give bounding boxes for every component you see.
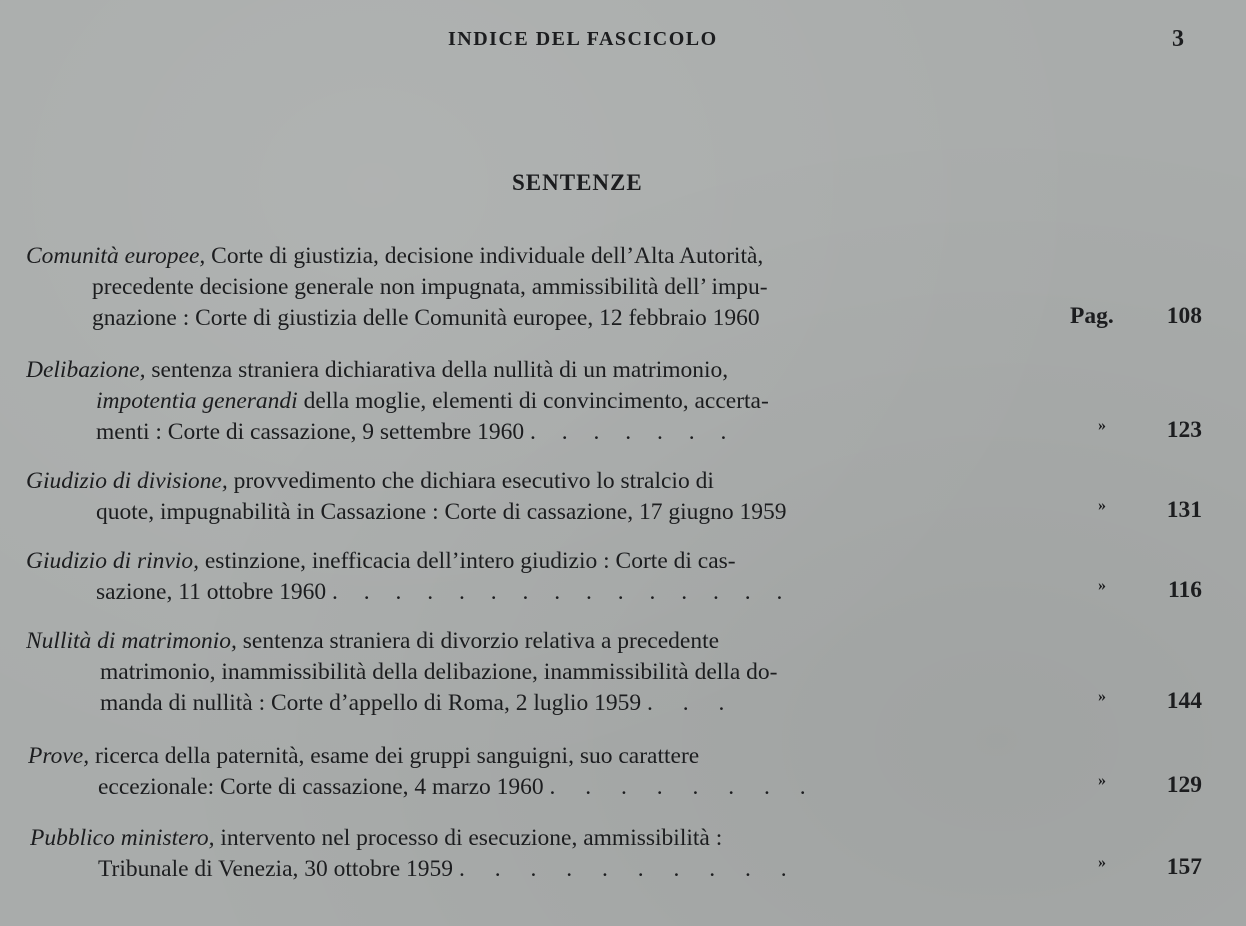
page-number-ref: 123 [1166, 417, 1202, 443]
page-number-ref: 144 [1166, 688, 1202, 714]
entry-line [26, 417, 1038, 448]
entry-text [26, 241, 1038, 334]
entry-line-text: sazione, 11 ottobre 1960 [96, 579, 327, 605]
entry-text [28, 741, 1040, 803]
ditto-mark: » [1098, 577, 1106, 594]
entry-line [26, 688, 1044, 719]
dot-leader: . . . . . . . . [549, 774, 818, 800]
entry-line-text: sentenza straniera dichiarativa della nullità di un matrimonio, [145, 357, 729, 383]
page-number-ref: 129 [1166, 772, 1202, 798]
entry-line [26, 626, 1044, 657]
dot-leader: . . . . . . . . . . [458, 856, 799, 882]
entry-line [26, 386, 1038, 417]
entry-text [26, 626, 1044, 719]
entry-line-text: Tribunale di Venezia, 30 ottobre 1959 [98, 856, 454, 882]
entry-keyword: Pubblico ministero, [30, 825, 215, 851]
entry-text [26, 466, 1038, 528]
entry-line [28, 741, 1040, 772]
ditto-mark: » [1098, 688, 1106, 705]
entry-line-text: ricerca della paternità, esame dei gruppi sanguigni, suo carattere [89, 743, 700, 769]
entry-keyword: Nullità di matrimonio, [26, 628, 237, 654]
entry-line-text: manda di nullità : Corte d’appello di Roma, 2 luglio 1959 [100, 690, 642, 716]
entry-line-text: della moglie, elementi di convincimento, accerta- [303, 388, 769, 414]
page-label: Pag. [1070, 303, 1114, 329]
entry-line-text: estinzione, inefficacia dell’intero giudizio : Corte di cas- [199, 548, 736, 574]
entry-text [26, 546, 1038, 608]
entry-line-text: provvedimento che dichiara esecutivo lo stralcio di [227, 468, 714, 494]
entry-line-text: eccezionale: Corte di cassazione, 4 marzo 1960 [98, 774, 544, 800]
page-number-ref: 131 [1166, 497, 1202, 523]
entry-line-text: menti : Corte di cassazione, 9 settembre 1960 [96, 419, 525, 445]
ditto-mark: » [1098, 854, 1106, 871]
entry-line-text: Corte di giustizia, decisione individuale dell’Alta Autorità, [205, 243, 764, 269]
entry-text [26, 355, 1038, 448]
entry-line [30, 823, 1042, 854]
dot-leader: . . . . . . . . . . . . . . . [332, 579, 793, 605]
dot-leader: . . . . . . . [529, 419, 737, 445]
section-heading: SENTENZE [512, 170, 643, 195]
entry-keyword: Giudizio di rinvio, [26, 548, 199, 574]
entry-line [26, 577, 1038, 608]
entry-keyword: Prove, [28, 743, 90, 769]
entry-line: precedente decisione generale non impugnata, ammissibilità dell’ impu- [92, 274, 768, 300]
page-number-ref: 108 [1166, 303, 1202, 329]
page-number-ref: 116 [1168, 577, 1202, 603]
entry-line [28, 772, 1040, 803]
entry-line [30, 854, 1042, 885]
entry-line [26, 546, 1038, 577]
entry-line: quote, impugnabilità in Cassazione : Corte di cassazione, 17 giugno 1959 [96, 499, 787, 525]
entry-line-text: intervento nel processo di esecuzione, ammissibilità : [214, 825, 723, 851]
page-number: 3 [1172, 26, 1184, 52]
entry-line [26, 355, 1038, 386]
entry-line: matrimonio, inammissibilità della delibazione, inammissibilità della do- [100, 659, 778, 685]
entry-keyword: Giudizio di divisione, [26, 468, 228, 494]
dot-leader: . . . [646, 690, 737, 716]
entry-text [30, 823, 1042, 885]
entry-line [26, 241, 1038, 272]
page-number-ref: 157 [1166, 854, 1202, 880]
running-title: INDICE DEL FASCICOLO [448, 28, 718, 50]
ditto-mark: » [1098, 497, 1106, 514]
entry-keyword: Comunità europee, [26, 243, 206, 269]
entry-italic-phrase: impotentia generandi [96, 388, 298, 414]
entry-keyword: Delibazione, [26, 357, 146, 383]
ditto-mark: » [1098, 417, 1106, 434]
entry-line-text: sentenza straniera di divorzio relativa a precedente [236, 628, 720, 654]
entry-line: gnazione : Corte di giustizia delle Comunità europee, 12 febbraio 1960 [92, 305, 760, 331]
ditto-mark: » [1098, 772, 1106, 789]
entry-line [26, 466, 1038, 497]
